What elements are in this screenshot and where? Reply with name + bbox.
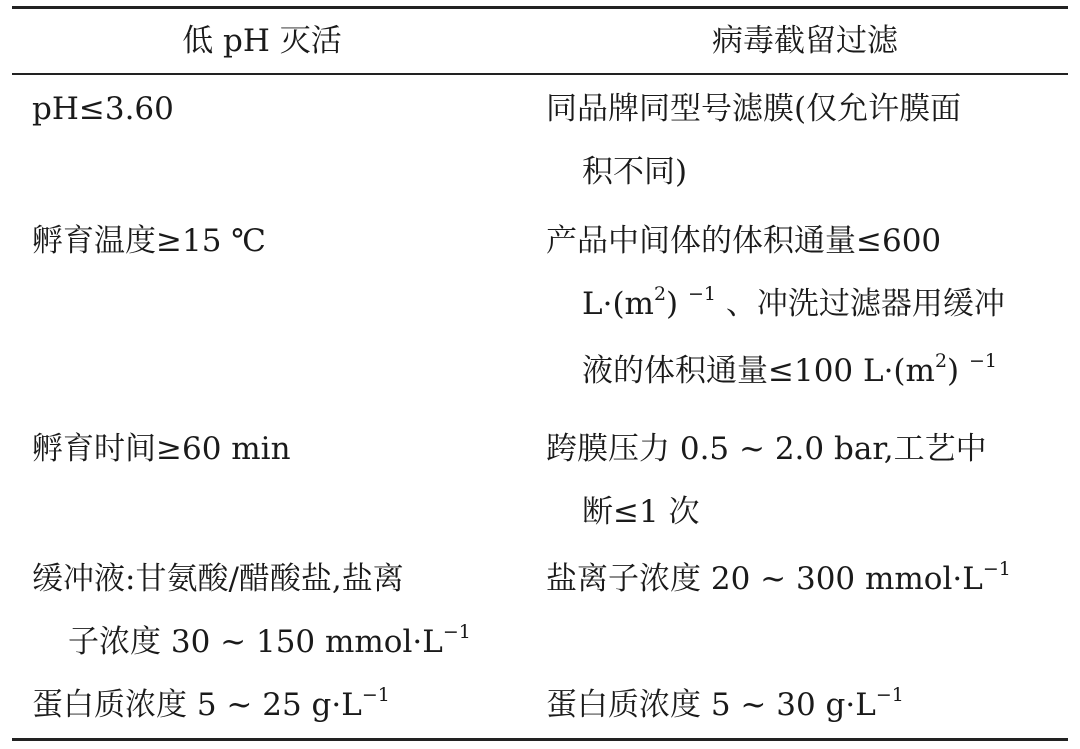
table-header-rule [12,73,1068,75]
table-row-1-right: 同品牌同型号滤膜(仅允许膜面 积不同) [546,91,962,190]
table-row-2-right: 产品中间体的体积通量≤600 $L\cdot(m^2)$ $^{-1}$ 、冲洗过滤器用缓冲 液的体积通量≤100 $L\cdot(m^2)$ $^{-1}$ [546,223,1005,389]
table-row-2-left: 孵育温度≥15 ℃ [32,223,266,259]
table-bottom-rule [12,738,1068,741]
table-row-4-left: 缓冲液:甘氨酸/醋酸盐,盐离 子浓度 30 ~ 150 $mmol\cdot L^{-1}$ [32,561,471,660]
table-row-4-right: 盐离子浓度 20 ~ 300 $mmol\cdot L^{-1}$ [546,558,1011,597]
column-header-virus-filtration: 病毒截留过滤 [712,23,898,59]
column-header-low-ph: 低 pH 灭活 [182,23,342,59]
table-row-1-left: pH≤3.60 [32,91,174,127]
table-row-3-right: 跨膜压力 0.5 ~ 2.0 bar,工艺中 断≤1 次 [546,431,987,530]
table-row-3-left: 孵育时间≥60 min [32,431,291,467]
table-row-5-left: 蛋白质浓度 5 ~ 25 $g\cdot L^{-1}$ [32,684,390,723]
table-row-5-right: 蛋白质浓度 5 ~ 30 $g\cdot L^{-1}$ [546,684,904,723]
table-top-rule [12,6,1068,9]
